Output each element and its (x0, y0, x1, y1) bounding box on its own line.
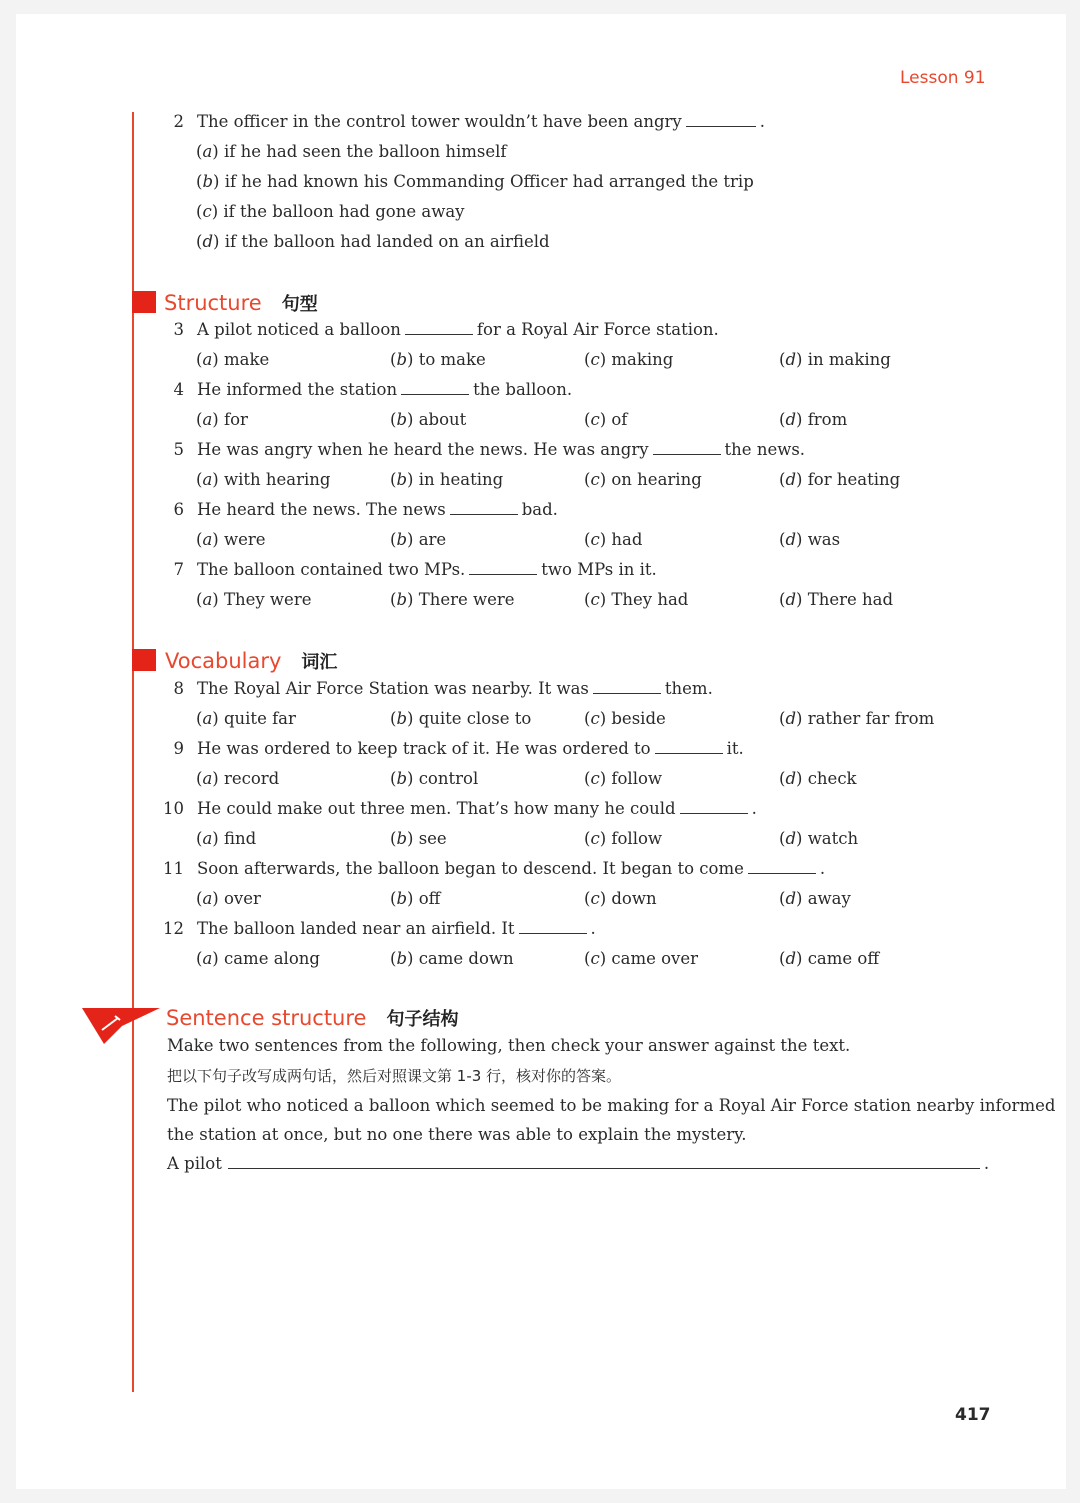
answer-input[interactable] (228, 1156, 980, 1169)
option-b[interactable]: (b) quite close to (390, 709, 532, 728)
question-text: He was angry when he heard the news. He was angry the news. (197, 440, 806, 459)
question-text: He could make out three men. That’s how many he could . (197, 799, 757, 818)
structure-marker (132, 291, 156, 313)
option-c[interactable]: (c) down (584, 889, 657, 908)
question-number: 7 (173, 560, 184, 579)
option-c[interactable]: (c) of (584, 410, 628, 429)
instruction-zh: 把以下句子改写成两句话，然后对照课文第 1-3 行，核对你的答案。 (167, 1067, 622, 1085)
answer-blank[interactable] (748, 861, 816, 874)
option-c[interactable]: (c) if the balloon had gone away (196, 202, 465, 221)
question-number: 4 (173, 380, 184, 399)
question-number: 11 (163, 859, 184, 878)
lesson-label: Lesson 91 (900, 68, 986, 88)
answer-blank[interactable] (655, 741, 723, 754)
question-text: He was ordered to keep track of it. He was ordered to it. (197, 739, 744, 758)
answer-line: A pilot . (167, 1154, 990, 1173)
answer-blank[interactable] (450, 502, 518, 515)
option-d[interactable]: (d) There had (779, 590, 894, 609)
option-d[interactable]: (d) from (779, 410, 848, 429)
option-c[interactable]: (c) follow (584, 769, 663, 788)
option-c[interactable]: (c) making (584, 350, 674, 369)
passage-line-2: the station at once, but no one there was able to explain the mystery. (167, 1125, 747, 1144)
vocabulary-heading: Vocabulary 词汇 (165, 649, 338, 673)
option-d[interactable]: (d) was (779, 530, 841, 549)
option-a[interactable]: (a) quite far (196, 709, 296, 728)
option-b[interactable]: (b) about (390, 410, 467, 429)
option-a[interactable]: (a) came along (196, 949, 320, 968)
option-a[interactable]: (a) were (196, 530, 266, 549)
option-d[interactable]: (d) watch (779, 829, 859, 848)
option-a[interactable]: (a) if he had seen the balloon himself (196, 142, 507, 161)
question-number: 3 (173, 320, 184, 339)
question-text: He heard the news. The news bad. (197, 500, 558, 519)
question-text: A pilot noticed a balloon for a Royal Air Force station. (197, 320, 719, 339)
option-b[interactable]: (b) off (390, 889, 441, 908)
question-number: 5 (173, 440, 184, 459)
question-number: 6 (173, 500, 184, 519)
answer-blank[interactable] (469, 562, 537, 575)
question-text: The officer in the control tower wouldn’t have been angry . (197, 112, 766, 131)
option-d[interactable]: (d) rather far from (779, 709, 935, 728)
question-text: Soon afterwards, the balloon began to descend. It began to come . (197, 859, 826, 878)
passage-line-1: The pilot who noticed a balloon which seemed to be making for a Royal Air Force station nearby informed (167, 1096, 1056, 1115)
option-b[interactable]: (b) came down (390, 949, 514, 968)
option-d[interactable]: (d) if the balloon had landed on an airfield (196, 232, 550, 251)
pencil-icon (82, 1006, 162, 1046)
option-b[interactable]: (b) control (390, 769, 479, 788)
question-text: The balloon contained two MPs. two MPs in it. (197, 560, 657, 579)
option-a[interactable]: (a) with hearing (196, 470, 331, 489)
answer-blank[interactable] (593, 681, 661, 694)
question-number: 2 (173, 112, 184, 131)
option-d[interactable]: (d) check (779, 769, 857, 788)
question-number: 8 (173, 679, 184, 698)
answer-blank[interactable] (686, 114, 756, 127)
option-d[interactable]: (d) in making (779, 350, 891, 369)
answer-blank[interactable] (405, 322, 473, 335)
option-b[interactable]: (b) see (390, 829, 447, 848)
option-c[interactable]: (c) had (584, 530, 643, 549)
option-a[interactable]: (a) find (196, 829, 257, 848)
instruction: Make two sentences from the following, then check your answer against the text. (167, 1036, 851, 1055)
answer-blank[interactable] (680, 801, 748, 814)
option-a[interactable]: (a) over (196, 889, 261, 908)
sentence-structure-heading: Sentence structure 句子结构 (166, 1006, 459, 1030)
vocabulary-marker (132, 649, 156, 671)
option-c[interactable]: (c) follow (584, 829, 663, 848)
option-b[interactable]: (b) if he had known his Commanding Officer had arranged the trip (196, 172, 754, 191)
option-d[interactable]: (d) came off (779, 949, 880, 968)
page-number: 417 (955, 1405, 991, 1425)
question-number: 12 (163, 919, 184, 938)
answer-blank[interactable] (401, 382, 469, 395)
option-b[interactable]: (b) There were (390, 590, 515, 609)
option-c[interactable]: (c) on hearing (584, 470, 702, 489)
option-c[interactable]: (c) beside (584, 709, 666, 728)
question-number: 9 (173, 739, 184, 758)
option-a[interactable]: (a) They were (196, 590, 312, 609)
option-c[interactable]: (c) They had (584, 590, 689, 609)
option-c[interactable]: (c) came over (584, 949, 699, 968)
question-text: The balloon landed near an airfield. It . (197, 919, 596, 938)
question-number: 10 (163, 799, 184, 818)
option-a[interactable]: (a) record (196, 769, 280, 788)
option-b[interactable]: (b) to make (390, 350, 486, 369)
answer-blank[interactable] (519, 921, 587, 934)
option-d[interactable]: (d) for heating (779, 470, 901, 489)
option-a[interactable]: (a) for (196, 410, 248, 429)
option-d[interactable]: (d) away (779, 889, 851, 908)
option-a[interactable]: (a) make (196, 350, 270, 369)
question-text: The Royal Air Force Station was nearby. It was them. (197, 679, 713, 698)
option-b[interactable]: (b) in heating (390, 470, 504, 489)
option-b[interactable]: (b) are (390, 530, 447, 549)
answer-blank[interactable] (653, 442, 721, 455)
question-text: He informed the station the balloon. (197, 380, 573, 399)
structure-heading: Structure 句型 (164, 291, 318, 315)
